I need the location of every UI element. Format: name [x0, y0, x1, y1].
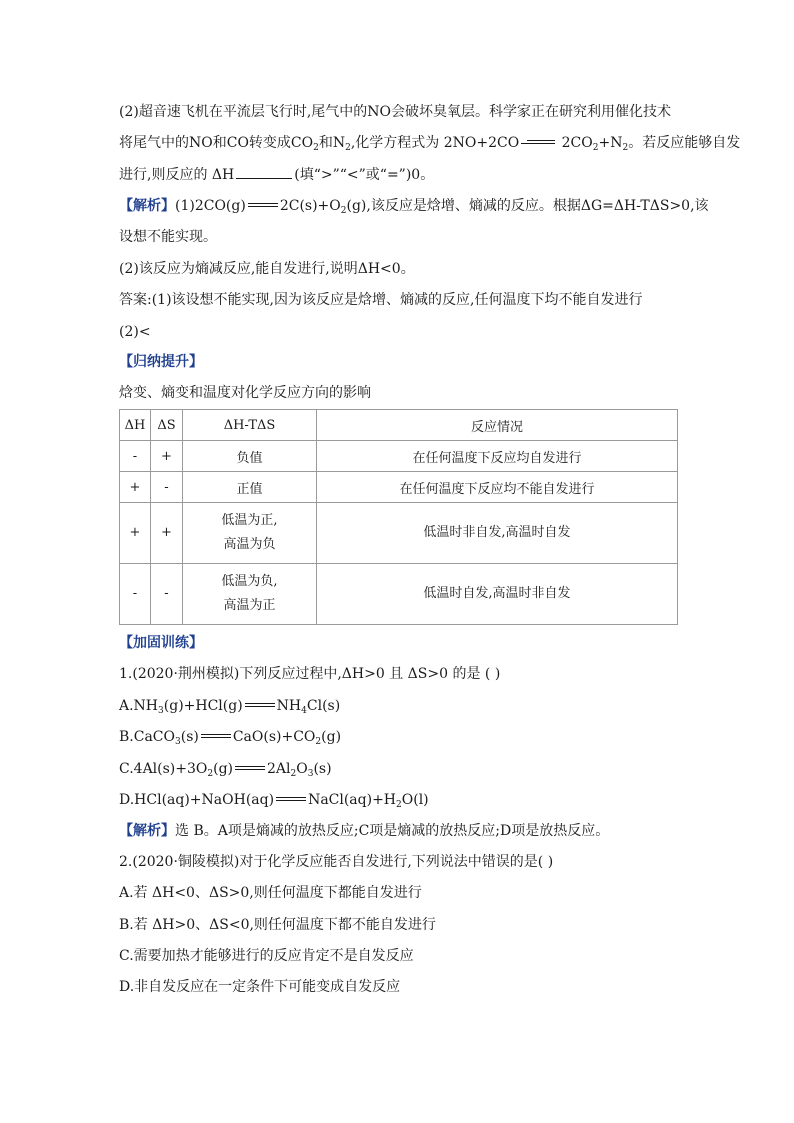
q2-option-b: B.若 ΔH>0、ΔS<0,则任何温度下都不能自发进行	[119, 917, 436, 933]
cell-dg-line-2: 高温为负	[223, 537, 276, 552]
analysis-line-2: 设想不能实现。	[119, 229, 217, 245]
header-result: 反应情况	[317, 410, 678, 441]
cell-ds: -	[151, 564, 183, 625]
table-header-row	[120, 410, 678, 441]
answer-blank	[236, 164, 292, 179]
table-row	[120, 564, 678, 625]
table-caption: 焓变、熵变和温度对化学反应方向的影响	[119, 385, 371, 401]
cell-ds: -	[151, 472, 183, 503]
option-d: D.HCl(aq)+NaOH(aq) $NaCl(aq)+H_2O(l)$	[119, 792, 429, 810]
summary-table	[119, 409, 678, 625]
practice-tag: 【加固训练】	[119, 635, 203, 651]
equals-sign	[248, 201, 278, 211]
q2-option-c: C.需要加热才能够进行的反应肯定不是自发反应	[119, 948, 414, 964]
cell-dg: 正值	[183, 472, 317, 503]
equals-sign	[276, 795, 306, 805]
q2-option-a: A.若 ΔH<0、ΔS>0,则任何温度下都能自发进行	[119, 885, 422, 901]
equals-sign	[235, 764, 265, 774]
analysis-line-3: (2)该反应为熵减反应,能自发进行,说明ΔH<0。	[119, 261, 415, 277]
cell-result: 低温时自发,高温时非自发	[317, 564, 678, 625]
question-2-line-1: (2)超音速飞机在平流层飞行时,尾气中的NO会破坏臭氧层。科学家正在研究利用催化技术	[119, 104, 672, 120]
q2-option-d: D.非自发反应在一定条件下可能变成自发反应	[119, 979, 401, 995]
question-2-line-3: 进行,则反应的 ΔH (填“>”“<”或“=”)0。	[119, 164, 434, 185]
cell-dh: -	[120, 441, 151, 472]
option-c: $C.4Al(s)+3O_2(g)$ $2Al_2O_3(s)$	[119, 761, 332, 779]
analysis-tag: 【解析】	[119, 823, 175, 839]
practice-question-1: 1.(2020·荆州模拟)下列反应过程中,ΔH>0 且 ΔS>0 的是 ( )	[119, 666, 501, 682]
analysis-tag: 【解析】	[119, 198, 175, 214]
cell-dg	[183, 564, 317, 625]
cell-result: 在任何温度下反应均不能自发进行	[317, 472, 678, 503]
reversible-equals-sign	[521, 138, 555, 148]
header-dh: ΔH	[120, 410, 151, 441]
cell-dg	[183, 503, 317, 564]
cell-dg-line-1: 低温为正,	[221, 513, 278, 528]
cell-dh: -	[120, 564, 151, 625]
practice-analysis: 【解析】选 B。A项是熵减的放热反应;C项是熵减的放热反应;D项是放热反应。	[119, 823, 610, 839]
cell-dh: +	[120, 472, 151, 503]
table-row	[120, 441, 678, 472]
equals-sign	[201, 732, 231, 742]
table-row	[120, 503, 678, 564]
cell-dh: +	[120, 503, 151, 564]
cell-dg-line-1: 低温为负,	[221, 574, 278, 589]
cell-ds: +	[151, 503, 183, 564]
option-b: B.CaCO$_3$(s) $CaO(s)+CO_2(g)$	[119, 729, 342, 747]
answer-line-2: (2)<	[119, 324, 151, 340]
table-row	[120, 472, 678, 503]
cell-dg-line-2: 高温为正	[223, 598, 276, 613]
answer-line-1: 答案:(1)该设想不能实现,因为该反应是焓增、熵减的反应,任何温度下均不能自发进行	[119, 292, 643, 308]
cell-result: 在任何温度下反应均自发进行	[317, 441, 678, 472]
cell-ds: +	[151, 441, 183, 472]
option-a: $A.NH_3(g)+HCl(g)$ $NH_4Cl(s)$	[119, 698, 341, 716]
question-2-line-2: 将尾气中的NO和CO转变成$CO_2$和$N_2$,化学方程式为 2NO+2CO $2CO_2+N_2$。若反应能够自发	[119, 135, 741, 153]
cell-dg: 负值	[183, 441, 317, 472]
header-dg: ΔH-TΔS	[183, 410, 317, 441]
cell-result: 低温时非自发,高温时自发	[317, 503, 678, 564]
analysis-line-1: 【解析】(1)2CO(g) $2C(s)+O_2(g)$,该反应是焓增、熵减的反应。根据ΔG=ΔH-TΔS>0,该	[119, 198, 709, 216]
practice-question-2: 2.(2020·铜陵模拟)对于化学反应能否自发进行,下列说法中错误的是( )	[119, 854, 554, 870]
header-ds: ΔS	[151, 410, 183, 441]
equals-sign	[245, 701, 275, 711]
summary-tag: 【归纳提升】	[119, 354, 203, 370]
